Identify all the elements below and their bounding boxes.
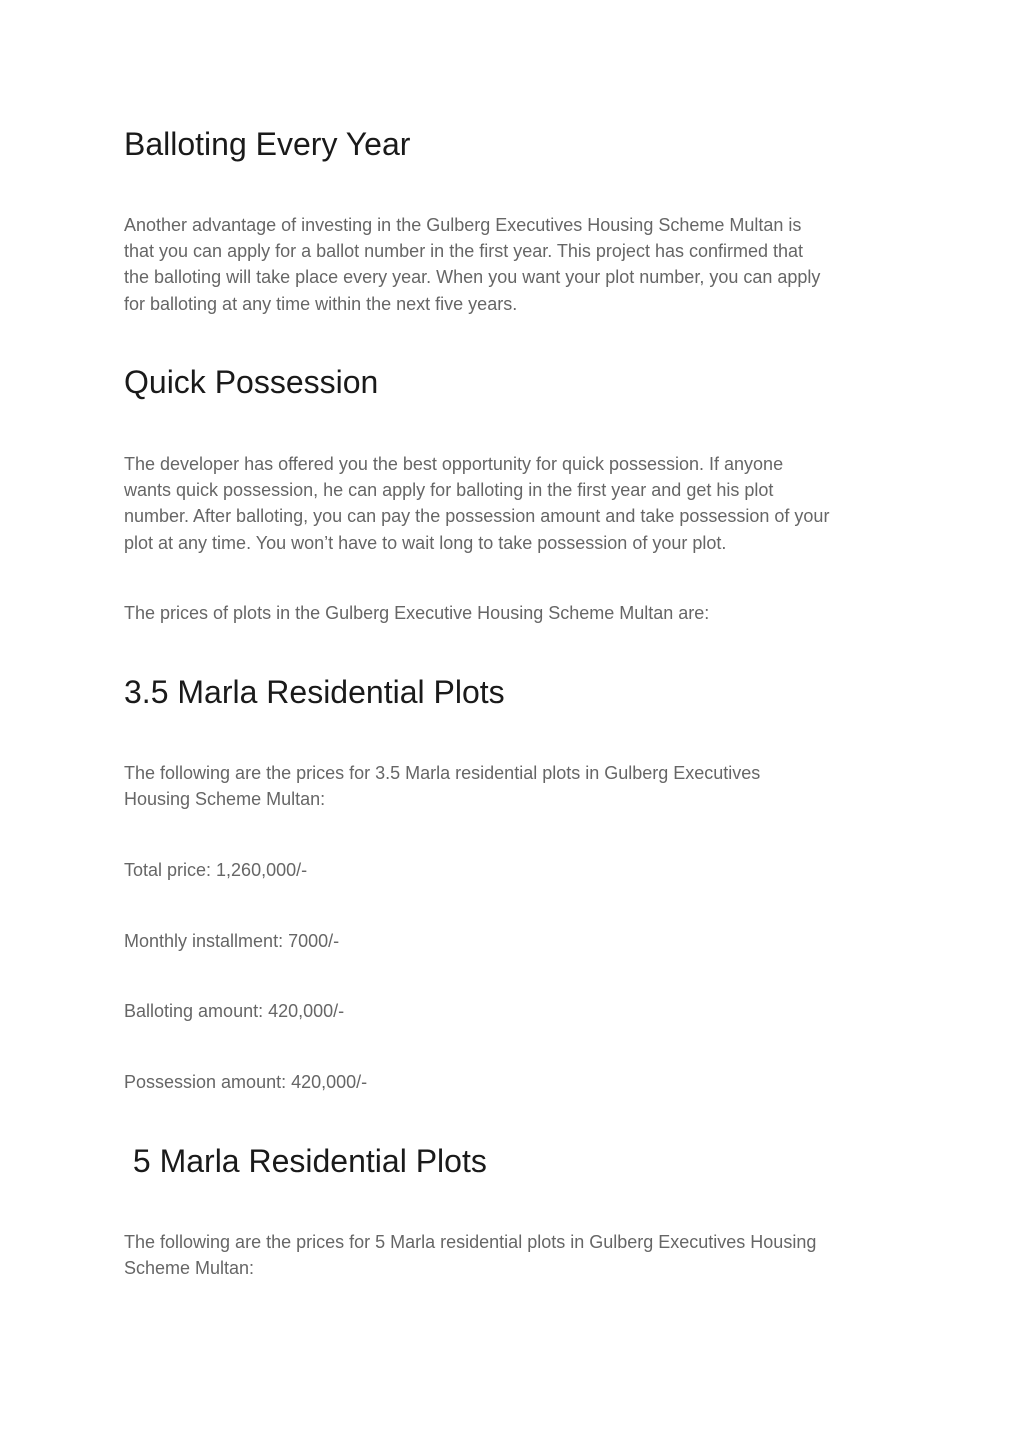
paragraph-line: Another advantage of investing in the Gulberg Executives Housing Scheme Multan is (124, 215, 802, 235)
prices-intro-note (124, 600, 914, 626)
price-possession-amount (124, 1069, 914, 1095)
paragraph-line: Scheme Multan: (124, 1258, 255, 1279)
paragraph-line: wants quick possession, he can apply for balloting in the first year and get his plot (124, 480, 774, 501)
paragraph-line: The following are the prices for 5 Marla residential plots in Gulberg Executives Housing (124, 1232, 817, 1252)
paragraph-line: Housing Scheme Multan: (124, 789, 326, 810)
paragraph-quick-possession (124, 451, 914, 556)
paragraph-line: that you can apply for a ballot number in the first year. This project has confirmed that (124, 241, 804, 262)
paragraph-line: The developer has offered you the best opportunity for quick possession. If anyone (124, 454, 784, 474)
price-line: Balloting amount: 420,000/- (124, 1001, 345, 1021)
paragraph-5-marla-plots (124, 1229, 914, 1281)
price-balloting-amount (124, 998, 914, 1024)
paragraph-line: for balloting at any time within the next five years. (124, 293, 518, 314)
heading-3-5-marla-plots: 3.5 Marla Residential Plots (124, 674, 505, 710)
paragraph-line: the balloting will take place every year. When you want your plot number, you can apply (124, 267, 821, 288)
heading-balloting-every-year: Balloting Every Year (124, 126, 411, 162)
paragraph-line: The following are the prices for 3.5 Marla residential plots in Gulberg Executives (124, 763, 761, 783)
paragraph-line: plot at any time. You won’t have to wait long to take possession of your plot. (124, 532, 727, 553)
heading-quick-possession: Quick Possession (124, 364, 379, 400)
price-monthly-installment (124, 928, 914, 954)
paragraph-line: number. After balloting, you can pay the possession amount and take possession of your (124, 506, 830, 527)
paragraph-3-5-marla-plots (124, 760, 914, 812)
paragraph-balloting-every-year (124, 212, 914, 317)
price-total (124, 857, 914, 883)
heading-5-marla-plots: 5 Marla Residential Plots (124, 1143, 487, 1179)
price-line: Possession amount: 420,000/- (124, 1072, 368, 1092)
price-line: Total price: 1,260,000/- (124, 860, 308, 880)
paragraph-line: The prices of plots in the Gulberg Executive Housing Scheme Multan are: (124, 603, 710, 623)
price-line: Monthly installment: 7000/- (124, 931, 340, 951)
